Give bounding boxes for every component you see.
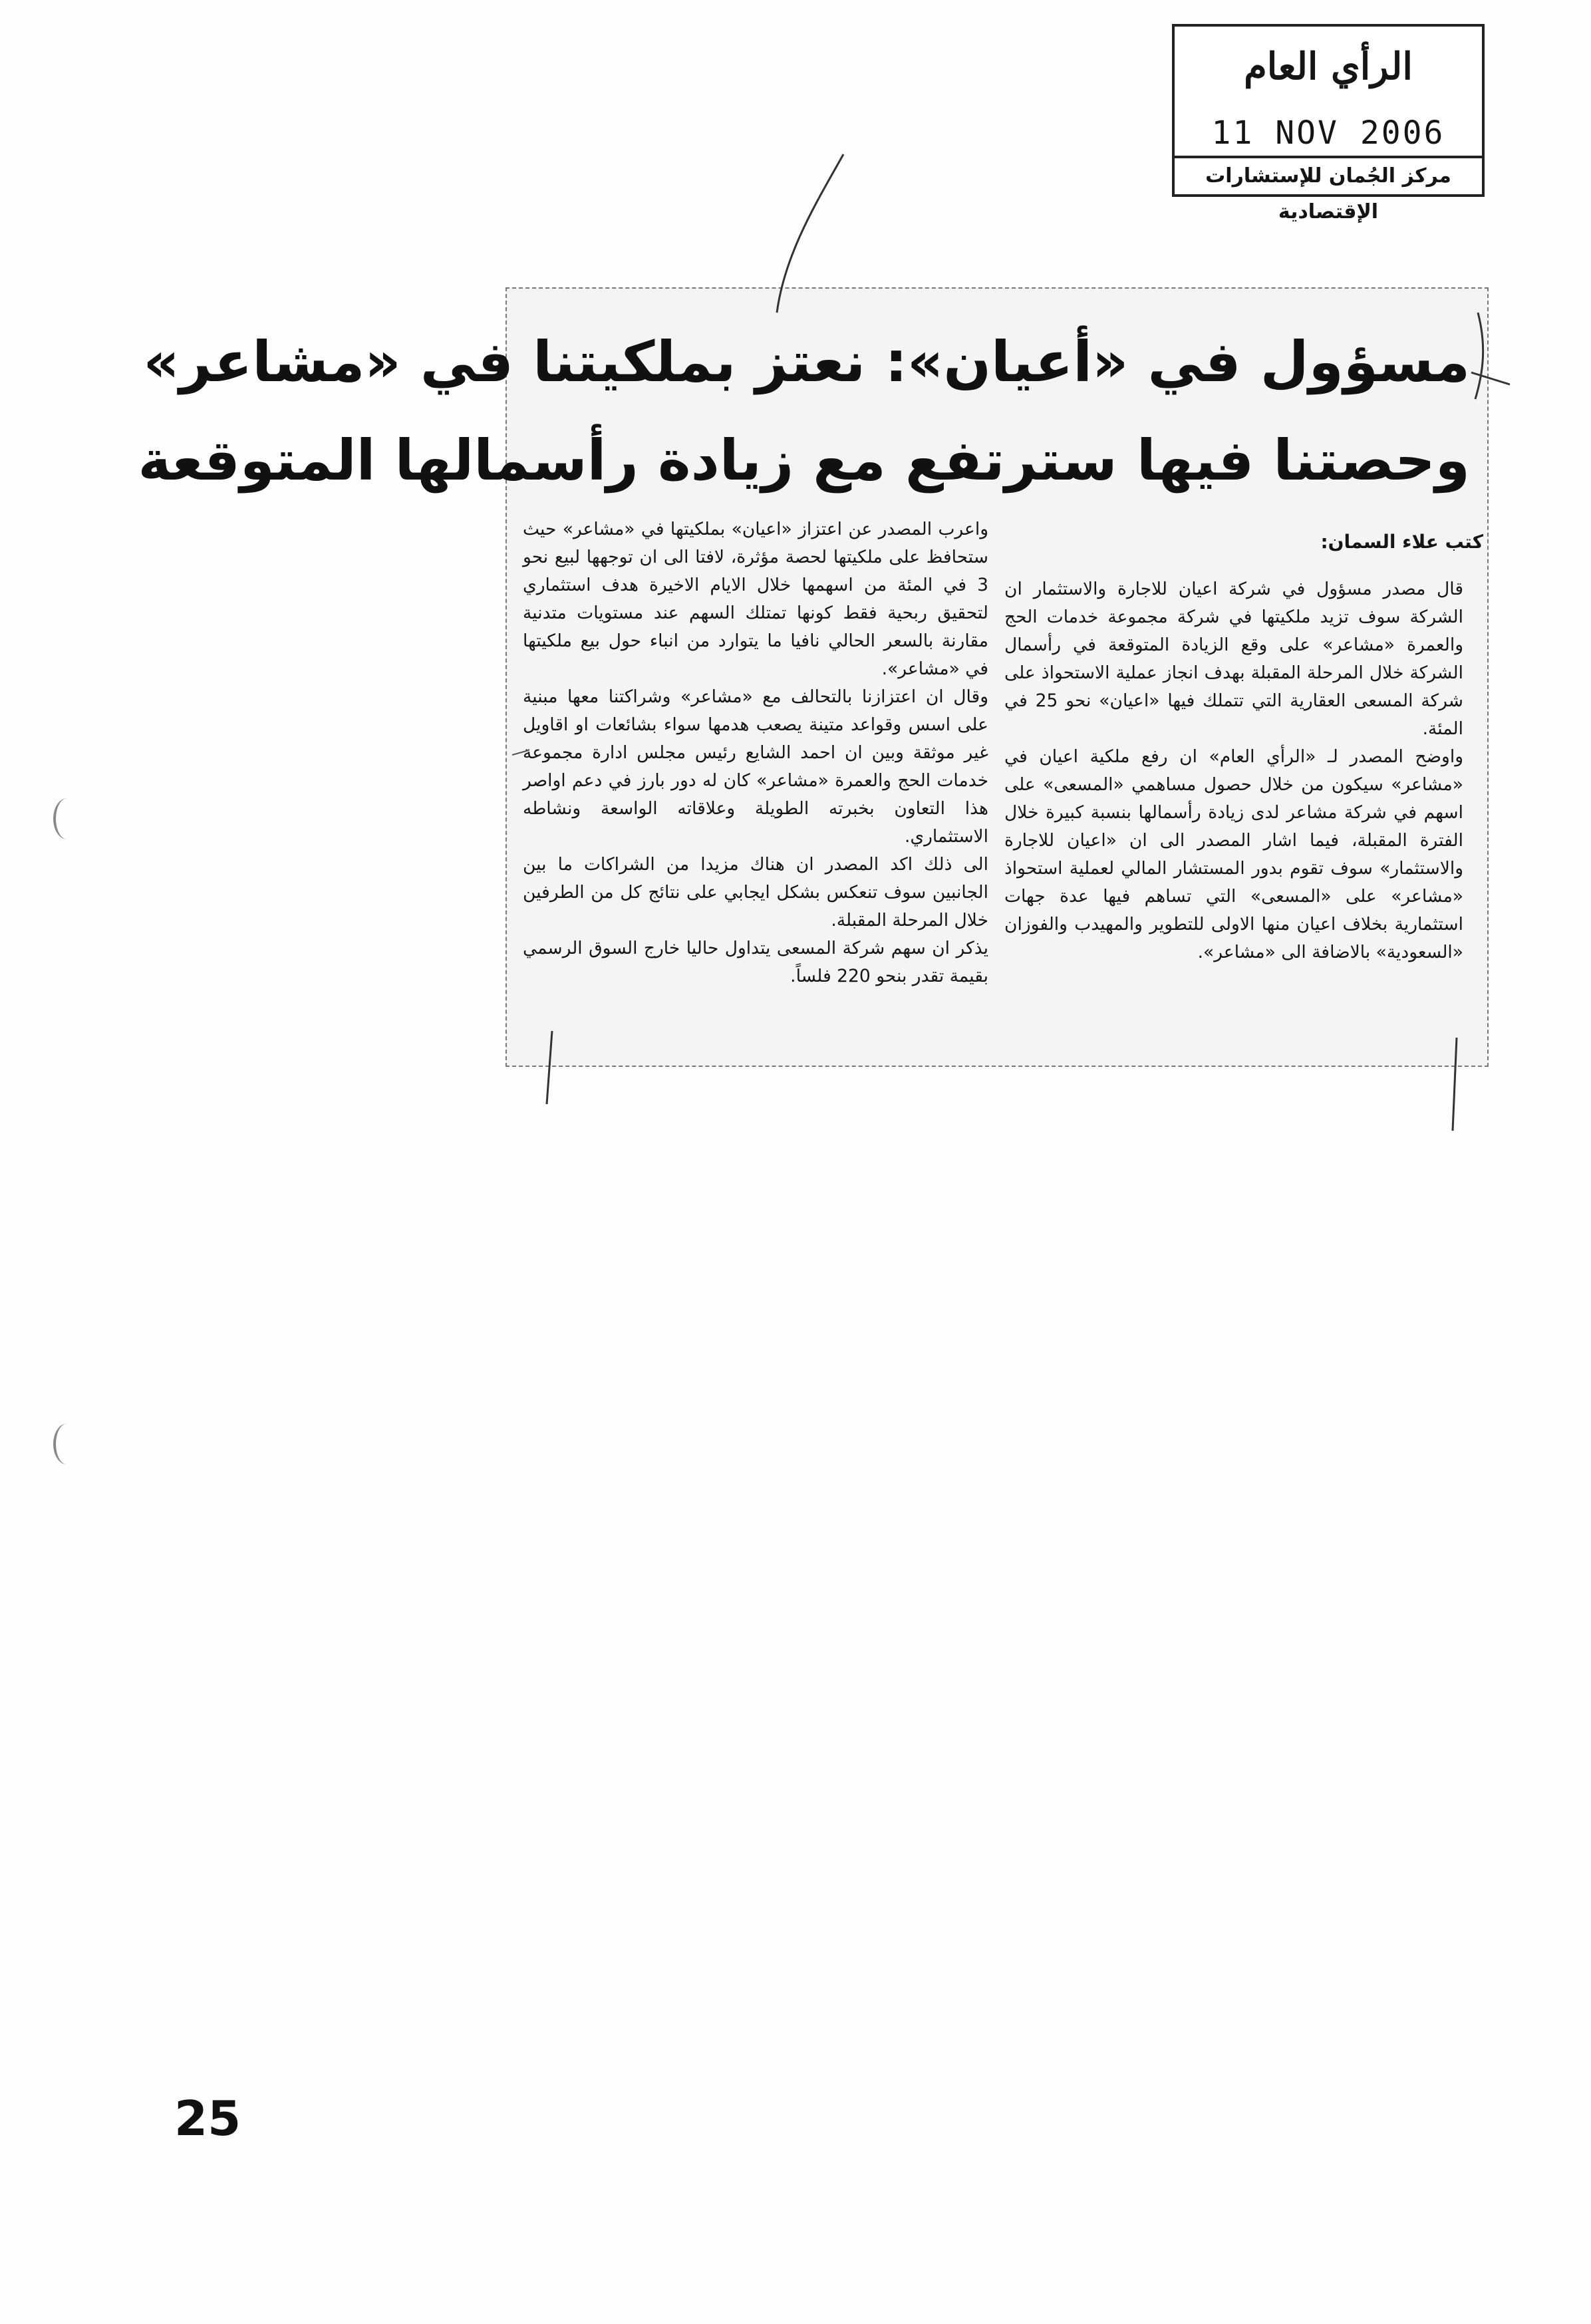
- binder-hole: [53, 798, 81, 839]
- newspaper-name: الرأي العام: [1244, 45, 1413, 88]
- headline-line-1: مسؤول في «أعيان»: نعتز بملكيتنا في «مشاعر»: [143, 329, 1470, 394]
- paragraph: الى ذلك اكد المصدر ان هناك مزيدا من الشراكات ما بين الجانبين سوف تنعكس بشكل ايجابي على نتائج كل من الطرفين خلال المرحلة المقبلة.: [523, 854, 988, 931]
- paragraph: واوضح المصدر لـ «الرأي العام» ان رفع ملكية اعيان في «مشاعر» سيكون من خلال حصول مساهمي «المسعى» على اسهم في شركة مشاعر لدى زيادة رأسمالها بنسبة كبيرة خلال الفترة المقبلة، فيما اشار المصدر الى ان «اعيان للاجارة والاستثمار» سوف تقوم بدور المستشار المالي لعملية استحواذ «مشاعر» على «المسعى» التي تساهم فيها عدة جهات استثمارية بخلاف اعيان منها الاولى للتطوير والمهيدب والفوزان «السعودية» بالاضافة الى «مشاعر».: [1004, 746, 1463, 962]
- archive-center-name: مركز الجُمان للإستشارات الإقتصادية: [1175, 156, 1482, 194]
- paragraph: يذكر ان سهم شركة المسعى يتداول حاليا خارج السوق الرسمي بقيمة تقدر بنحو 220 فلساً.: [523, 938, 988, 986]
- binder-hole: [53, 1423, 81, 1465]
- paragraph: واعرب المصدر عن اعتزاز «اعيان» بملكيتها في «مشاعر» حيث ستحافظ على ملكيتها لحصة مؤثرة، لافتا الى ان توجهها لبيع نحو 3 في المئة من اسهمها خلال الايام الاخيرة هدف استثماري لتحقيق ربحية فقط كونها تمتلك السهم عند مستويات متدنية مقارنة بالسعر الحالي نافيا ما يتوارد من انباء حول بيع ملكيتها في «مشاعر».: [523, 519, 988, 679]
- article-byline: كتب علاء السمان:: [1320, 531, 1483, 553]
- stamp-date: 11 NOV 2006: [1211, 114, 1445, 152]
- paragraph: وقال ان اعتزازنا بالتحالف مع «مشاعر» وشراكتنا معها مبنية على اسس وقواعد متينة يصعب هدمها سواء بشائعات او اقاويل غير موثقة وبين ان احمد الشايع رئيس مجلس ادارة مجموعة خدمات الحج والعمرة «مشاعر» كان له دور بارز في دعم اواصر هذا التعاون بخبرته الطويلة وعلاقاته الواسعة ونشاطه الاستثماري.: [523, 686, 988, 847]
- paragraph: قال مصدر مسؤول في شركة اعيان للاجارة والاستثمار ان الشركة سوف تزيد ملكيتها في شركة مجموعة خدمات الحج والعمرة «مشاعر» على وقع الزيادة المتوقعة في رأسمال الشركة خلال المرحلة المقبلة بهدف انجاز عملية الاستحواذ على شركة المسعى العقارية التي تتملك فيها «اعيان» نحو 25 في المئة.: [1004, 579, 1463, 739]
- page-number: 25: [174, 2091, 241, 2146]
- headline-line-2: وحصتنا فيها سترتفع مع زيادة رأسمالها المتوقعة: [138, 428, 1470, 493]
